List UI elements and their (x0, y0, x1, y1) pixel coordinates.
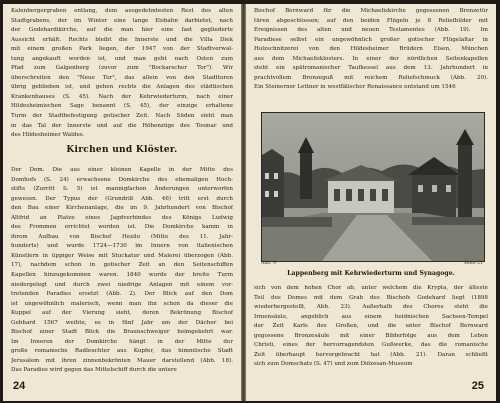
text-line: Ein Steinerner Lettner in westfälischer Renaissance entstand um 1546 (254, 84, 456, 91)
text-line: Kalenbergergraben entlang, dem ausgedehntesten Rest des alten (11, 8, 233, 14)
text-line: 17), nachdem schon in gotischer Zeit an den Seitenschiffen (11, 262, 233, 269)
figure-number: Abb. 9 (261, 261, 277, 266)
right-page (246, 4, 496, 401)
text-line: große romanische Radleuchter aus Kupfer, das himmlische Stadt (11, 348, 233, 355)
text-line: mit einem großen Park liegen, der 1947 von der Stadtverwal- (11, 46, 233, 53)
photo-labels (261, 261, 483, 266)
text-line: Kuppel auf der Vierung sieht, deren Bekrönung Bischof (11, 310, 233, 317)
text-line: sich von dem hohen Chor ab, unter welchem die Krypta, der älteste (254, 285, 488, 291)
section-heading: Kirchen und Klöster. (66, 145, 178, 155)
text-line: Aussicht erhält. Rechts bleibt die Innerste und die Villa Diek (11, 36, 233, 43)
text-line: Gebhard 1567 weihte, es in fünf Jahr um der Dächer bei (11, 319, 233, 326)
text-line: Paradiese selbst ein ungewöhnlich großer gotischer Flügelaltar in (254, 36, 488, 43)
left-top-text (11, 7, 233, 141)
figure-page-ref: Seite 21 (463, 261, 483, 266)
text-line: stifts (Zurritt S. 5) ist mannigfachen Änderungen unterworfen (11, 186, 233, 193)
text-line: aus dem Michaelisklosters. In einer der nördlichen Seitenkapellen (254, 55, 488, 62)
text-line: Das Paradies wird gegen das Mittelschiff durch die untere (11, 367, 177, 374)
text-line: übrig geblieben ist, und gehen rechts die Anlagen des städtischen (11, 84, 233, 91)
text-line: Christi, eines der hervorragendsten Gußwerke, das die romanische (254, 342, 488, 349)
text-line: tretenden Paradies ersetzt (Abb. 2). Der Blick auf den Dom (11, 291, 233, 298)
text-line: Bischof einer Stadt Blick die Braunschweiger heimgekehrt war. (11, 329, 233, 336)
text-line: Turm der Stadtbefestigung gotischer Zeit. Nach Süden sieht man (11, 113, 233, 120)
text-line: Altfrid an Platze eines Jagdverbindes des Königs Ludwig (11, 214, 233, 221)
text-line: ihrem Aufbau von Bischof Hezilo (Mitte des 11. Jahr- (11, 233, 233, 240)
text-line: sich zum Domschatz (S. 47) und zum Diözesan-Museum (254, 361, 413, 368)
text-line: Jerusalem mit ihren zinnenbekrönten Mauer darstellend (Abb. 18). (11, 357, 233, 364)
street-photo (261, 112, 485, 262)
text-line: Teil des Domes mit dem Grab des Bischofs Godehard liegt (1898 (254, 294, 488, 301)
text-line: Domhofs (S. 24) erwachsene Domkirche des ehemaligen Hoch- (11, 176, 233, 183)
text-line: Ereignissen des alten und neuen Testamentes (Abb. 19). Im (254, 27, 488, 34)
text-line: Irmensäule, angeblich aus einem heidnischen Sachsen-Tempel (254, 313, 488, 320)
left-page (3, 4, 242, 401)
text-line: steht ein spätromanischer Taufkessel aus dem 13. Jahrhundert in (254, 65, 488, 72)
text-line: des Frommen errichtet worden ist. Die Domkirche kamm in (11, 224, 233, 231)
text-line: niedergelegt und durch zwei niedrige Anlagen mit einem vor- (11, 281, 233, 288)
left-bottom-text (11, 166, 233, 376)
text-line: überschreiten den "Neue Tor", das allein von den Stadttoren (11, 74, 233, 81)
page-number-left: 24 (13, 380, 26, 392)
text-line: tung angekauft worden ist, und man geht nach Osten zum (11, 55, 233, 62)
photo-caption: Lappenberg mit Kehrwiederturm und Synagoge. (287, 270, 455, 277)
text-line: Krankenhauses (S. 45). Nach der Kehrwiederturm, nach einer (11, 93, 233, 100)
text-line: Zeit überhaupt hervorgebracht hat (Abb. 21). Daran schließt (254, 351, 488, 358)
page-number-right: 25 (471, 380, 484, 392)
text-line: Bischof Bernward für die Michaeliskirche gegossenen Bronzetür (254, 8, 488, 14)
text-line: der Zeit Karls des Großen, und die unter Bischof Bernward (254, 323, 488, 330)
right-bottom-text (254, 284, 488, 370)
text-line: gegossene Bronzesäule mit einer Bilderfolge aus dem Leben (254, 332, 488, 339)
text-line: Pfad zum Galgenberg (zuvor zum "Bockarscher Tor"). Wir (11, 65, 233, 72)
text-line: hunderts) und wurde 1724—1730 im Innern von italienischen (11, 243, 233, 250)
text-line: prachtvollem Bronzeguß mit reichem Reliefschmuck (Abb. 20). (254, 74, 488, 81)
text-line: Kapellen hinzugekommen waren. 1840 wurde der breite Turm (11, 272, 233, 279)
text-line: Im Inneren der Domkirche hängt in der Mitte der (11, 338, 233, 345)
text-line: den Bau einer Kirchenanlage, die im 9. Jahrhundert von Bischof (11, 205, 233, 212)
text-line: der Godehardikirche, auf die man hier eine fast gegliederte (11, 27, 233, 34)
text-line: in das Tal der Innerste und auf die Höhenzüge des Tosmar und (11, 122, 233, 129)
text-line: ist ungewöhnlich malerisch, wenn man ihn schon da dieser die (11, 300, 233, 307)
street-photo-illustration (262, 113, 484, 261)
text-line: Holzschnitzerei von den Hildesheimer Brüdern Elsen, München (254, 46, 488, 53)
text-line: wiederhergestellt, Abb. 23). Außerhalb des Chores steht die (254, 304, 488, 311)
text-line: Stadtgrabens, der im Winter eine lange Eisbahn darbietet, nach (11, 17, 233, 24)
text-line: Der Dom. Die aus einer kleinen Kapelle in der Mitte des (11, 167, 233, 173)
text-line: Künstlern in üppiger Weise mit Stuckatur und Malerei überzogen (Abb. (11, 252, 233, 259)
text-line: des Hildesheimer Waldes. (11, 132, 85, 139)
text-line: türen abgeschlossen; auf den beiden Flügeln je 8 Reliefbilder mit (254, 17, 488, 24)
text-line: gewesen. Der Typus der (Grundriß Abb. 46) tritt erst durch (11, 195, 233, 202)
right-top-text (254, 7, 488, 93)
text-line: Hildesheimischen Sage benannt (S. 45), der einzige erhaltene (11, 103, 233, 110)
